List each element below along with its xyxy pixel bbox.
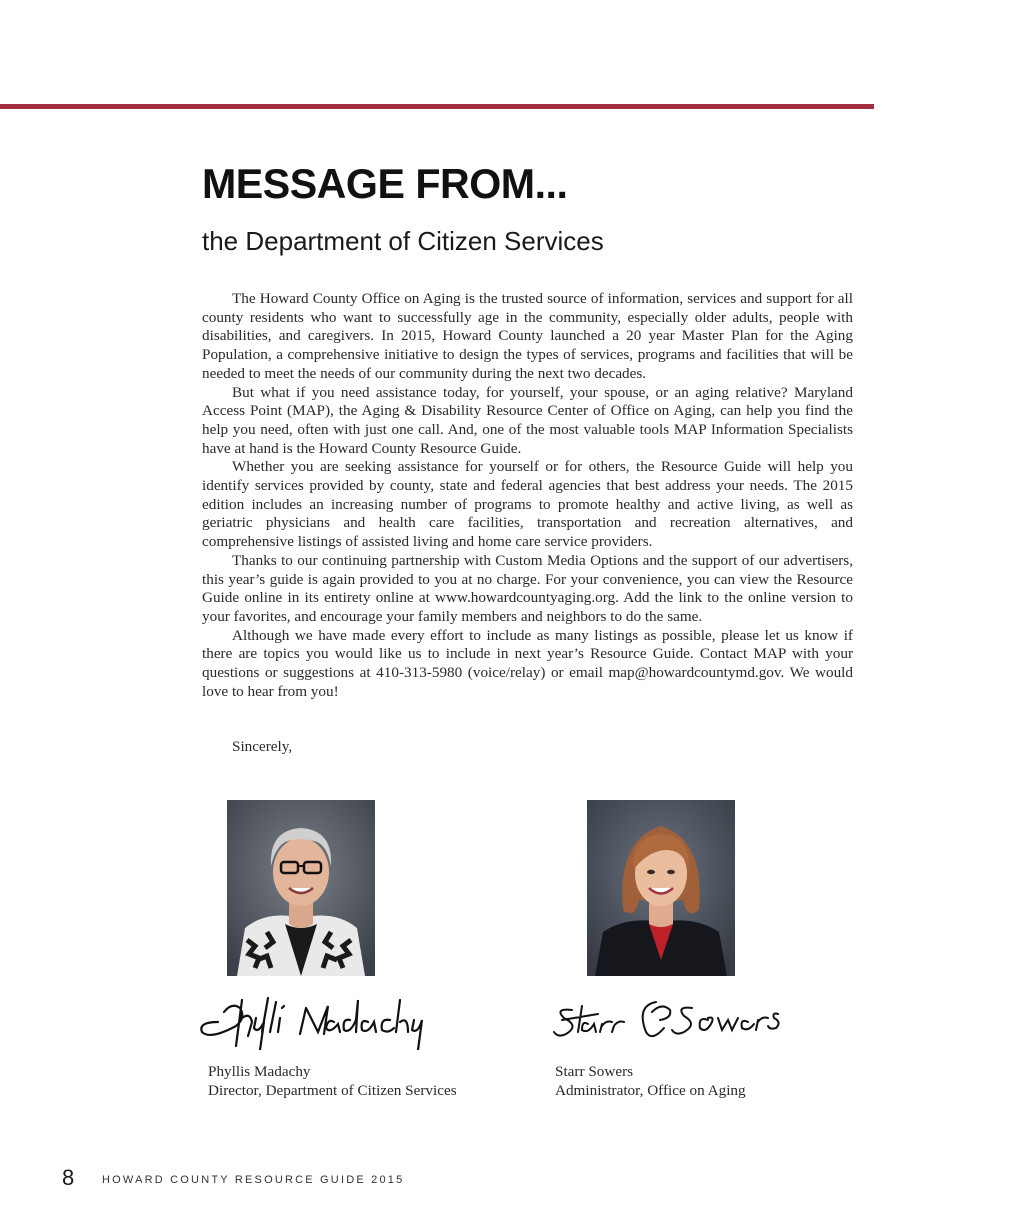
- page-subtitle: the Department of Citizen Services: [202, 226, 604, 256]
- letter-closing: Sincerely,: [232, 738, 293, 755]
- signer-name: Phyllis Madachy: [208, 1063, 311, 1080]
- page-number: 8: [62, 1165, 75, 1190]
- page-title: MESSAGE FROM...: [202, 160, 568, 207]
- signer-role: Director, Department of Citizen Services: [208, 1082, 457, 1099]
- signer-block-left: [208, 1062, 457, 1100]
- footer-publication-title: HOWARD COUNTY RESOURCE GUIDE 2015: [102, 1174, 405, 1186]
- letter-paragraph: The Howard County Office on Aging is the trusted source of information, services and support for all county residents who want to successfully age in the community, especially older adults, people with disabilities, and caregivers. In 2015, Howard County launched a 20 year Master Plan for the Aging Population, a comprehensive initiative to design the types of services, programs and facilities that will be needed to meet the needs of our community during the next two decades.: [202, 290, 853, 382]
- header-accent-rule: [0, 104, 874, 109]
- signer-block-right: [555, 1062, 746, 1100]
- letter-paragraph: But what if you need assistance today, for yourself, your spouse, or an aging relative? Maryland Access Point (MAP), the Aging & Disability Resource Center of Office on Aging, can help you find the help you need, often with just one call. And, one of the most valuable tools MAP Information Specialists have at hand is the Howard County Resource Guide.: [202, 383, 853, 457]
- letter-paragraph: Thanks to our continuing partnership with Custom Media Options and the support of our advertisers, this year’s guide is again provided to you at no charge. For your convenience, you can view the Resource Guide online in its entirety online at www.howardcountyaging.org. Add the link to the online version to your favorites, and encourage your family members and neighbors to do the same.: [202, 551, 853, 625]
- signature-starr-sowers: [552, 988, 792, 1055]
- letter-body: [202, 290, 853, 701]
- letter-paragraph: Although we have made every effort to include as many listings as possible, please let us know if there are topics you would like us to include in next year’s Resource Guide. Contact MAP with your questions or suggestions at 410-313-5980 (voice/relay) or email map@howardcountymd.gov. We would love to hear from you!: [202, 626, 853, 700]
- signature-phyllis-madachy: [196, 988, 446, 1055]
- signer-role: Administrator, Office on Aging: [555, 1082, 746, 1099]
- portrait-starr-sowers: [587, 800, 735, 976]
- signer-name: Starr Sowers: [555, 1063, 634, 1080]
- portrait-phyllis-madachy: [227, 800, 375, 976]
- letter-paragraph: Whether you are seeking assistance for yourself or for others, the Resource Guide will help you identify services provided by county, state and federal agencies that best address your needs. The 2015 edition includes an increasing number of programs to promote healthy and active living, as well as geriatric physicians and health care facilities, transportation and recreation alternatives, and comprehensive listings of assisted living and home care service providers.: [202, 458, 853, 551]
